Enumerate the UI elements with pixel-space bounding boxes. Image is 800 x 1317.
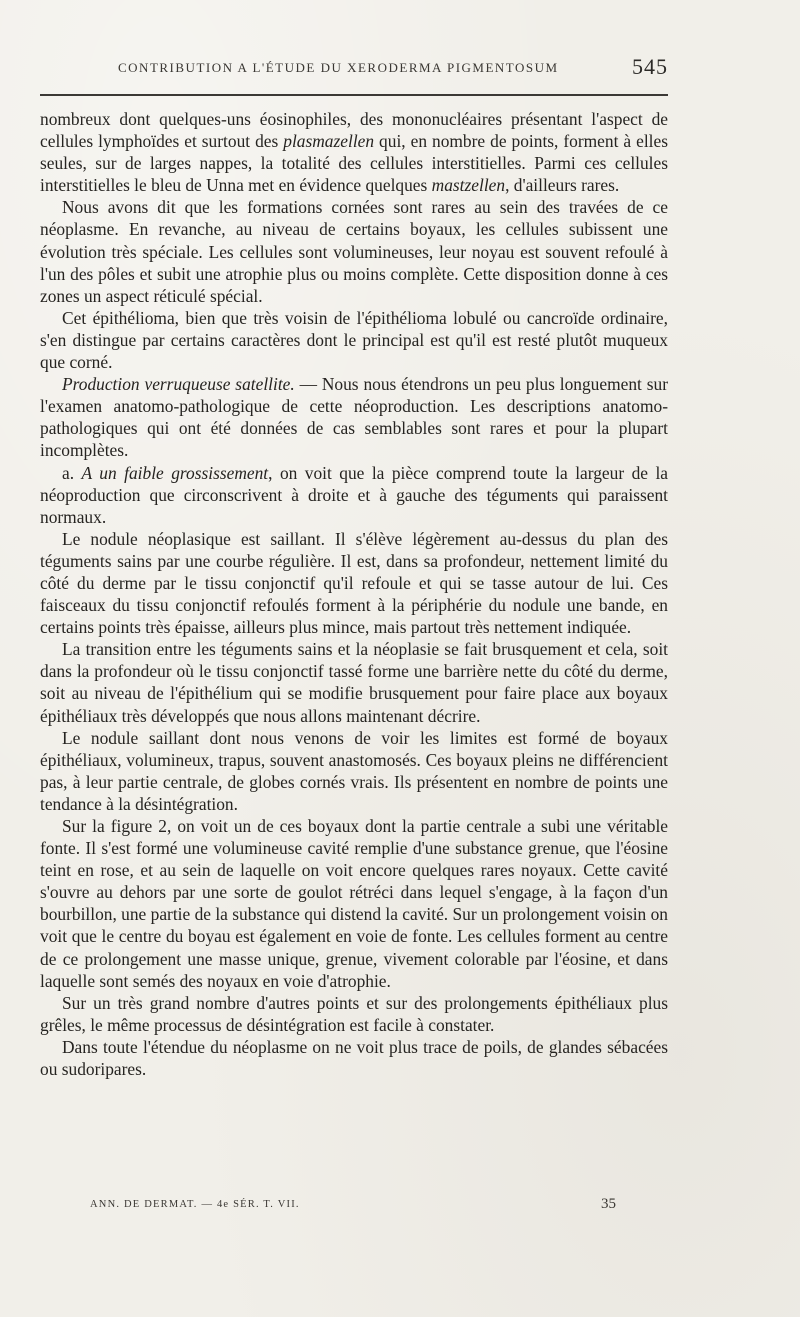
text-run: Cet épithélioma, bien que très voisin de l'épithélioma lobulé ou cancroïde ordinaire, s'en distingue par certains caractères dont le principal est qu'il est resté plutôt muqueux que corné. — [40, 307, 668, 373]
text-run: a. — [62, 462, 82, 483]
text-run: Le nodule néoplasique est saillant. Il s'élève légèrement au-dessus du plan des téguments sains par une courbe régulière. Il est, dans sa profondeur, nettement limité du côté du derme par le tissu conjonctif qu'il refoule et qui se tasse autour de lui. Ces faisceaux du tissu conjonctif refoulés forment à la périphérie du nodule une bande, en certains points très épaisse, ailleurs plus mince, mais partout très nettement indiquée. — [40, 528, 668, 638]
text-run: qui, en nombre de points, forment à elles seules, sur de larges nappes, la totalité des cellules interstitielles. Parmi ces cellules interstitielles le bleu de Unna met en évidence quelques — [40, 131, 668, 196]
paragraph — [40, 196, 668, 306]
paragraph — [40, 462, 668, 528]
paragraph — [40, 727, 668, 815]
paragraph — [40, 528, 668, 638]
page-footer — [40, 1196, 668, 1216]
text-run: , d'ailleurs rares. — [505, 175, 620, 196]
journal-reference: ANN. DE DERMAT. — 4e SÉR. T. VII. — [90, 1199, 300, 1210]
paragraph — [40, 307, 668, 373]
page-number: 545 — [632, 54, 668, 79]
paragraph — [40, 1036, 668, 1080]
text-run: La transition entre les téguments sains et la néoplasie se fait brusquement et cela, soit dans la profondeur où le tissu conjonctif tassé forme une barrière nette du côté du derme, soit au niveau de l'épithélium qui se modifie brusquement pour faire place aux boyaux épithéliaux très développés que nous allons maintenant décrire. — [40, 639, 668, 726]
text-run: , on voit que la pièce comprend toute la largeur de la néoproduction que circonscrivent à droite et à gauche des téguments qui paraissent normaux. — [40, 462, 668, 527]
text-run: — Nous nous étendrons un peu plus longuement sur l'examen anatomo-pathologique de cette néoproduction. Les descriptions anatomo-pathologiques qui ont été données de cas semblables sont rares et pour la plupart incomplètes. — [40, 374, 668, 461]
italic-run: mastzellen — [431, 175, 506, 196]
text-run: Dans toute l'étendue du néoplasme on ne voit plus trace de poils, de glandes sébacées ou sudoripares. — [40, 1036, 668, 1080]
italic-run: A un faible grossissement — [81, 462, 269, 483]
signature-mark: 35 — [601, 1196, 616, 1212]
text-run: Sur la figure 2, on voit un de ces boyaux dont la partie centrale a subi une véritable fonte. Il s'est formé une volumineuse cavité remplie d'une substance grenue, que l'éosine teint en rose, et au sein de laquelle on voit encore quelques rares noyaux. Cette cavité s'ouvre au dehors par une sorte de goulot rétréci dans lequel s'engage, à la façon d'un bourbillon, une partie de la substance qui distend la cavité. Sur un prolongement voisin on voit que le centre du boyau est également en voie de fonte. Les cellules forment au centre de ce prolongement une masse unique, grenue, vivement colorable par l'éosine, et dans laquelle sont semés des noyaux en voie d'atrophie. — [40, 816, 668, 991]
text-run: Le nodule saillant dont nous venons de voir les limites est formé de boyaux épithéliaux, volumineux, trapus, souvent anastomosés. Ces boyaux pleins ne différencient pas, à leur partie centrale, de globes cornés vrais. Ils présentent en nombre de points une tendance à la désintégration. — [40, 727, 668, 814]
running-title: CONTRIBUTION A L'ÉTUDE DU XERODERMA PIGMENTOSUM — [118, 60, 559, 75]
paragraph — [40, 373, 668, 461]
text-run: nombreux dont quelques-uns éosinophiles, des mononucléaires présentant l'aspect de cellules lymphoïdes et surtout des — [40, 109, 668, 152]
paragraph — [40, 108, 668, 196]
running-head — [40, 54, 668, 82]
paragraph — [40, 992, 668, 1036]
text-run: Nous avons dit que les formations cornées sont rares au sein des travées de ce néoplasme. En revanche, au niveau de certains boyaux, les cellules subissent une évolution très spéciale. Les cellules sont volumineuses, leur noyau est souvent refoulé à l'un des pôles et subit une atrophie plus ou moins complète. Cette disposition donne à ces zones un aspect réticulé spécial. — [40, 197, 668, 306]
header-rule — [40, 94, 668, 96]
paragraph — [40, 638, 668, 726]
section-heading: Production verruqueuse satellite. — [62, 374, 295, 395]
paragraph — [40, 815, 668, 992]
italic-run: plasmazellen — [283, 131, 375, 152]
text-run: Sur un très grand nombre d'autres points et sur des prolongements épithéliaux plus grêles, le même processus de désintégration est facile à constater. — [40, 992, 668, 1035]
body-text — [40, 108, 668, 1080]
